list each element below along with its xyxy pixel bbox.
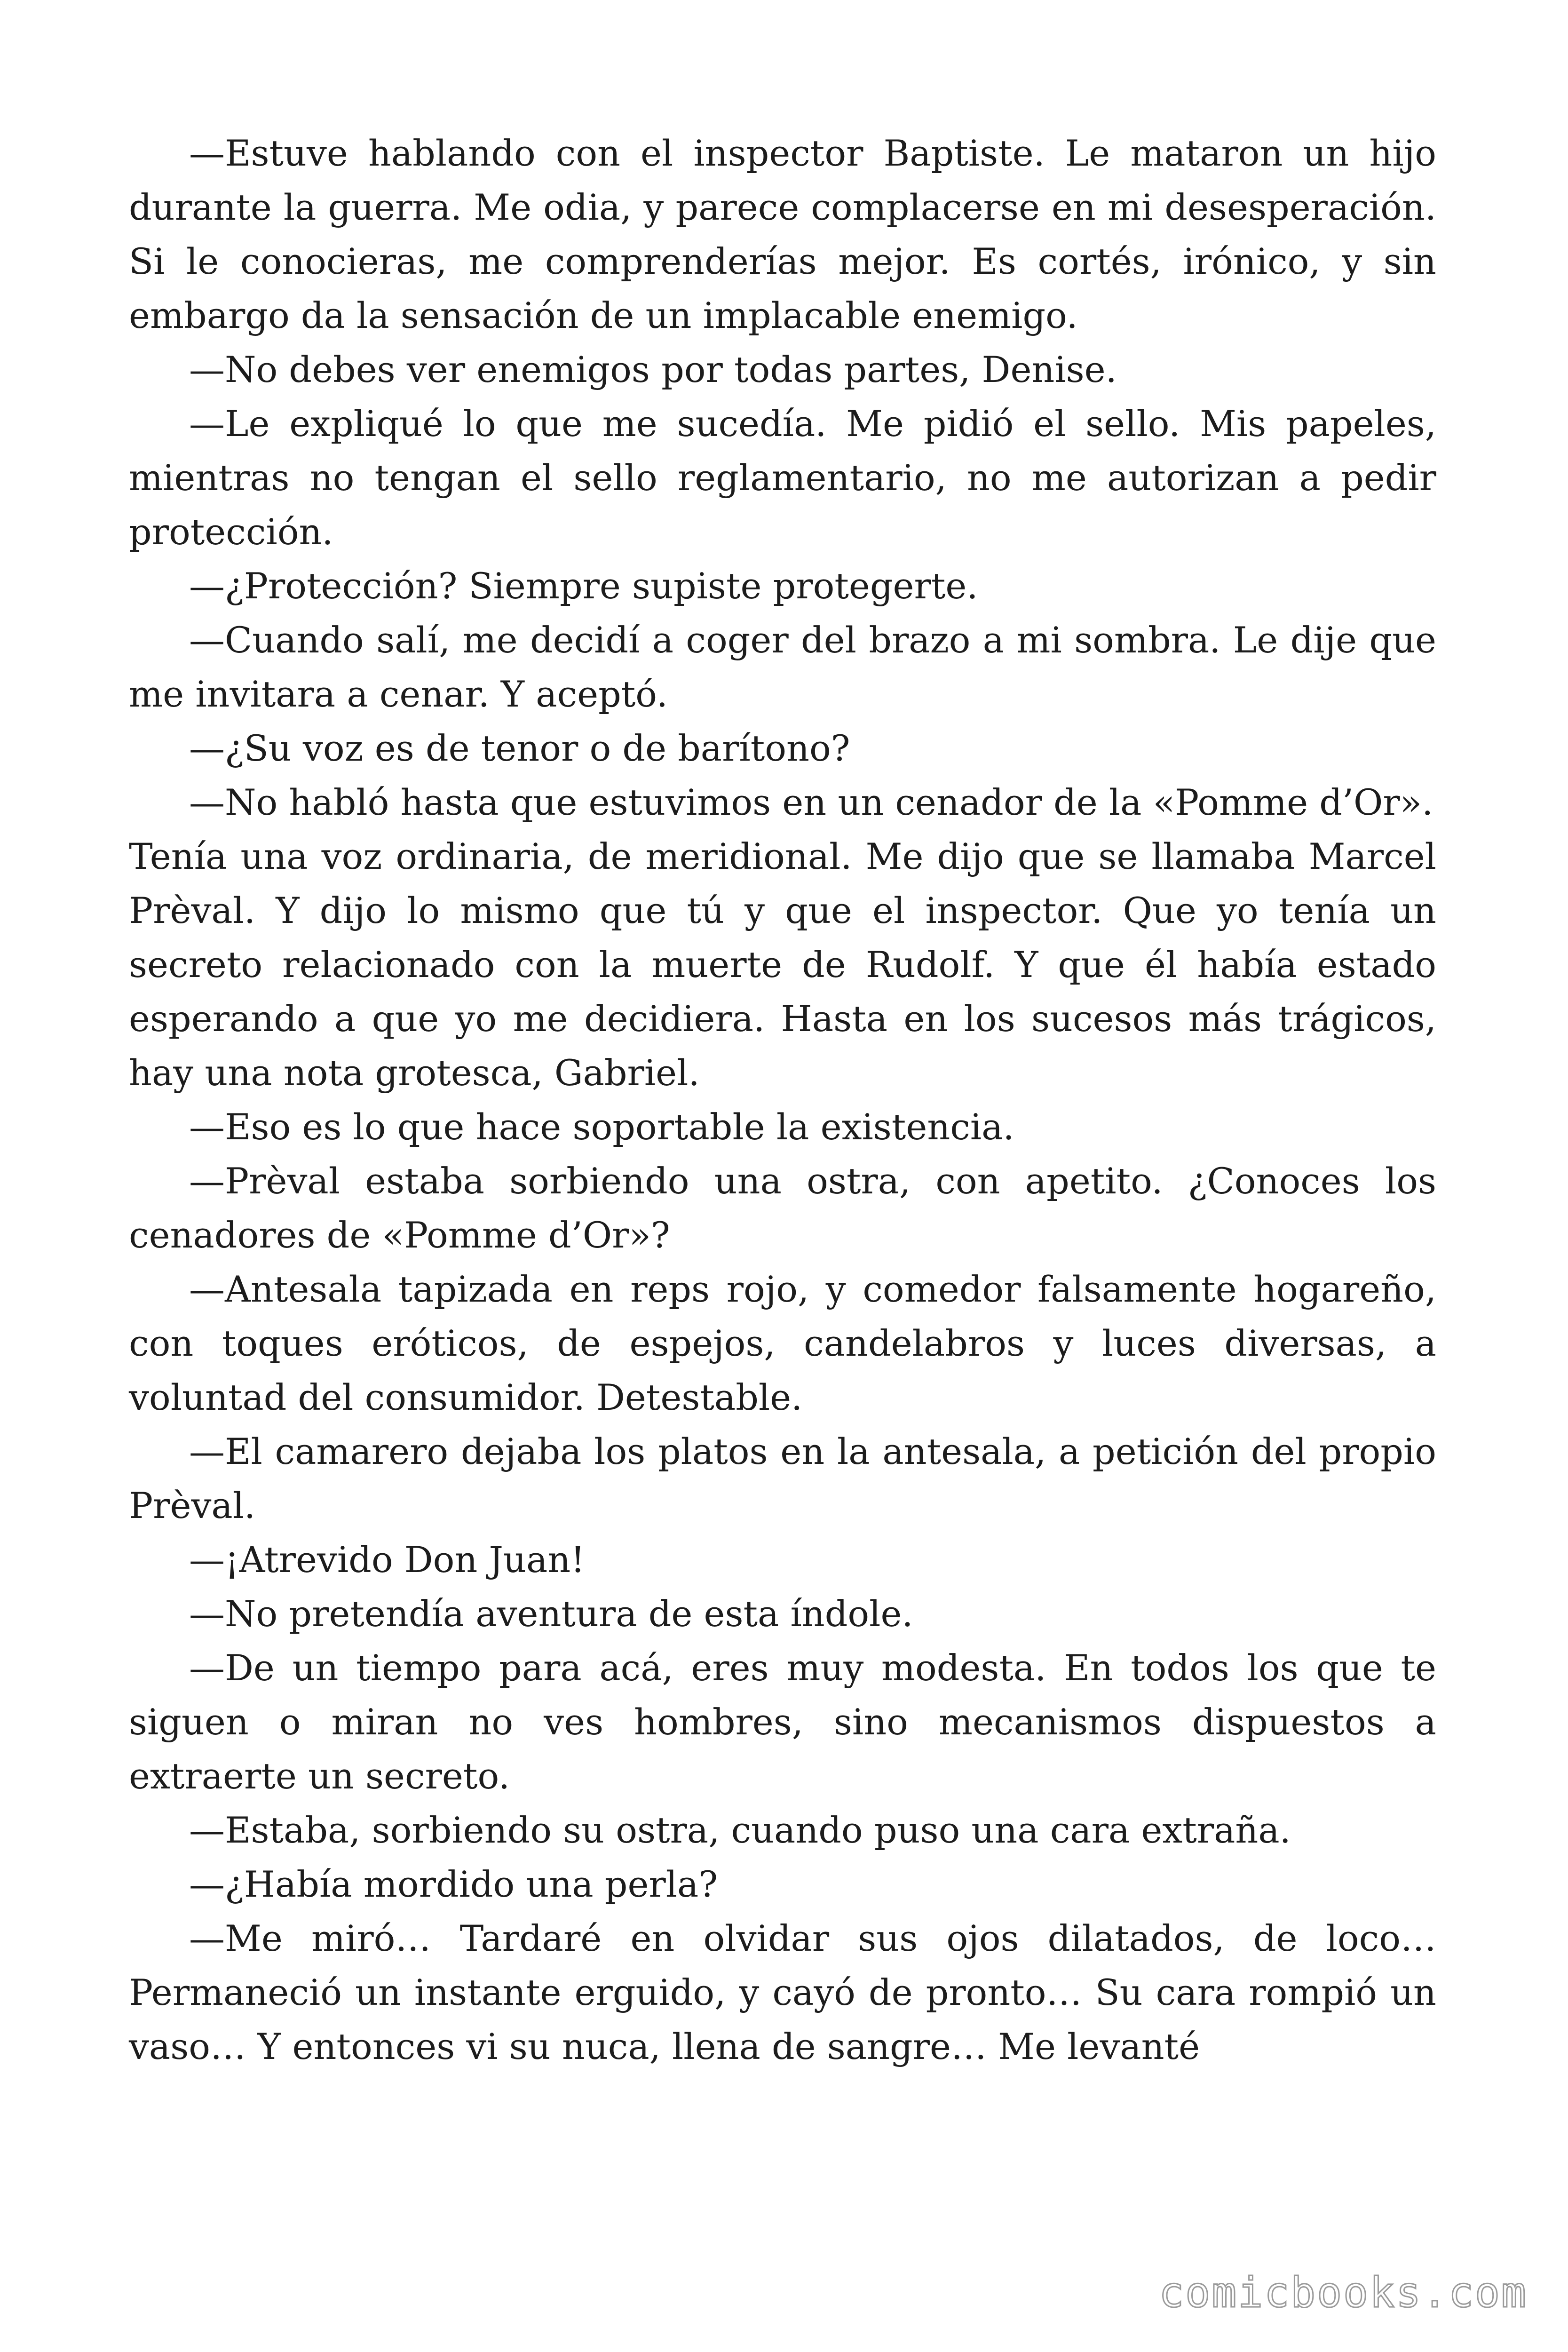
paragraph: —El camarero dejaba los platos en la antesala, a petición del propio Prèval. xyxy=(129,1430,1436,1526)
paragraph: Tenía una voz ordinaria, de meridional. Me dijo que se llamaba Marcel Prèval. Y dijo lo mismo que tú y que el inspector. Que yo tenía un secreto relacionado con la muerte de Rudolf. Y que él había estado esperando a que yo me decidiera. Hasta en los sucesos más trágicos, hay una nota grotesca, Gabriel. xyxy=(129,835,1436,1094)
paragraph: —Antesala tapizada en reps rojo, y comedor falsamente hogareño, con toques eróticos, de espejos, candelabros y luces diversas, a voluntad del consumidor. Detestable. xyxy=(129,1268,1436,1418)
paragraph: —Estuve hablando con el inspector Baptiste. Le mataron un hijo durante la guerra. Me odia, y parece complacerse en mi desesperación. Si le conocieras, me comprenderías mejor. Es cortés, irónico, y sin embargo da la sensación de un implacable enemigo. xyxy=(129,132,1436,336)
paragraph: —Cuando salí, me decidí a coger del brazo a mi sombra. Le dije que me invitara a cenar. Y aceptó. xyxy=(129,619,1436,715)
paragraph: —Prèval estaba sorbiendo una ostra, con apetito. ¿Conoces los cenadores de «Pomme d’Or»? xyxy=(129,1160,1436,1256)
paragraph: —¿Protección? Siempre supiste protegerte. xyxy=(189,565,978,607)
paragraph: —¡Atrevido Don Juan! xyxy=(189,1539,585,1581)
watermark: comicbooks.com xyxy=(1159,2268,1528,2317)
paragraph: —No habló hasta que estuvimos en un cenador de la «Pomme d’Or». xyxy=(189,781,1433,823)
page-body-text xyxy=(129,126,1436,2074)
paragraph: —Le expliqué lo que me sucedía. Me pidió el sello. Mis papeles, mientras no tengan el sello reglamentario, no me autorizan a pedir protección. xyxy=(129,403,1436,553)
paragraph: —No pretendía aventura de esta índole. xyxy=(189,1593,913,1635)
paragraph: —¿Había mordido una perla? xyxy=(189,1863,718,1905)
paragraph: —No debes ver enemigos por todas partes, Denise. xyxy=(189,349,1117,390)
paragraph: —Estaba, sorbiendo su ostra, cuando puso una cara extraña. xyxy=(189,1809,1291,1851)
paragraph: —De un tiempo para acá, eres muy modesta. En todos los que te siguen o miran no ves hombres, sino mecanismos dispuestos a extraerte un secreto. xyxy=(129,1647,1436,1797)
paragraph: —Eso es lo que hace soportable la existencia. xyxy=(189,1106,1014,1148)
paragraph: —¿Su voz es de tenor o de barítono? xyxy=(189,727,850,769)
paragraph: —Me miró… Tardaré en olvidar sus ojos dilatados, de loco… Permaneció un instante erguido, y cayó de pronto… Su cara rompió un vaso… Y entonces vi su nuca, llena de sangre… Me levanté xyxy=(129,1917,1436,2067)
